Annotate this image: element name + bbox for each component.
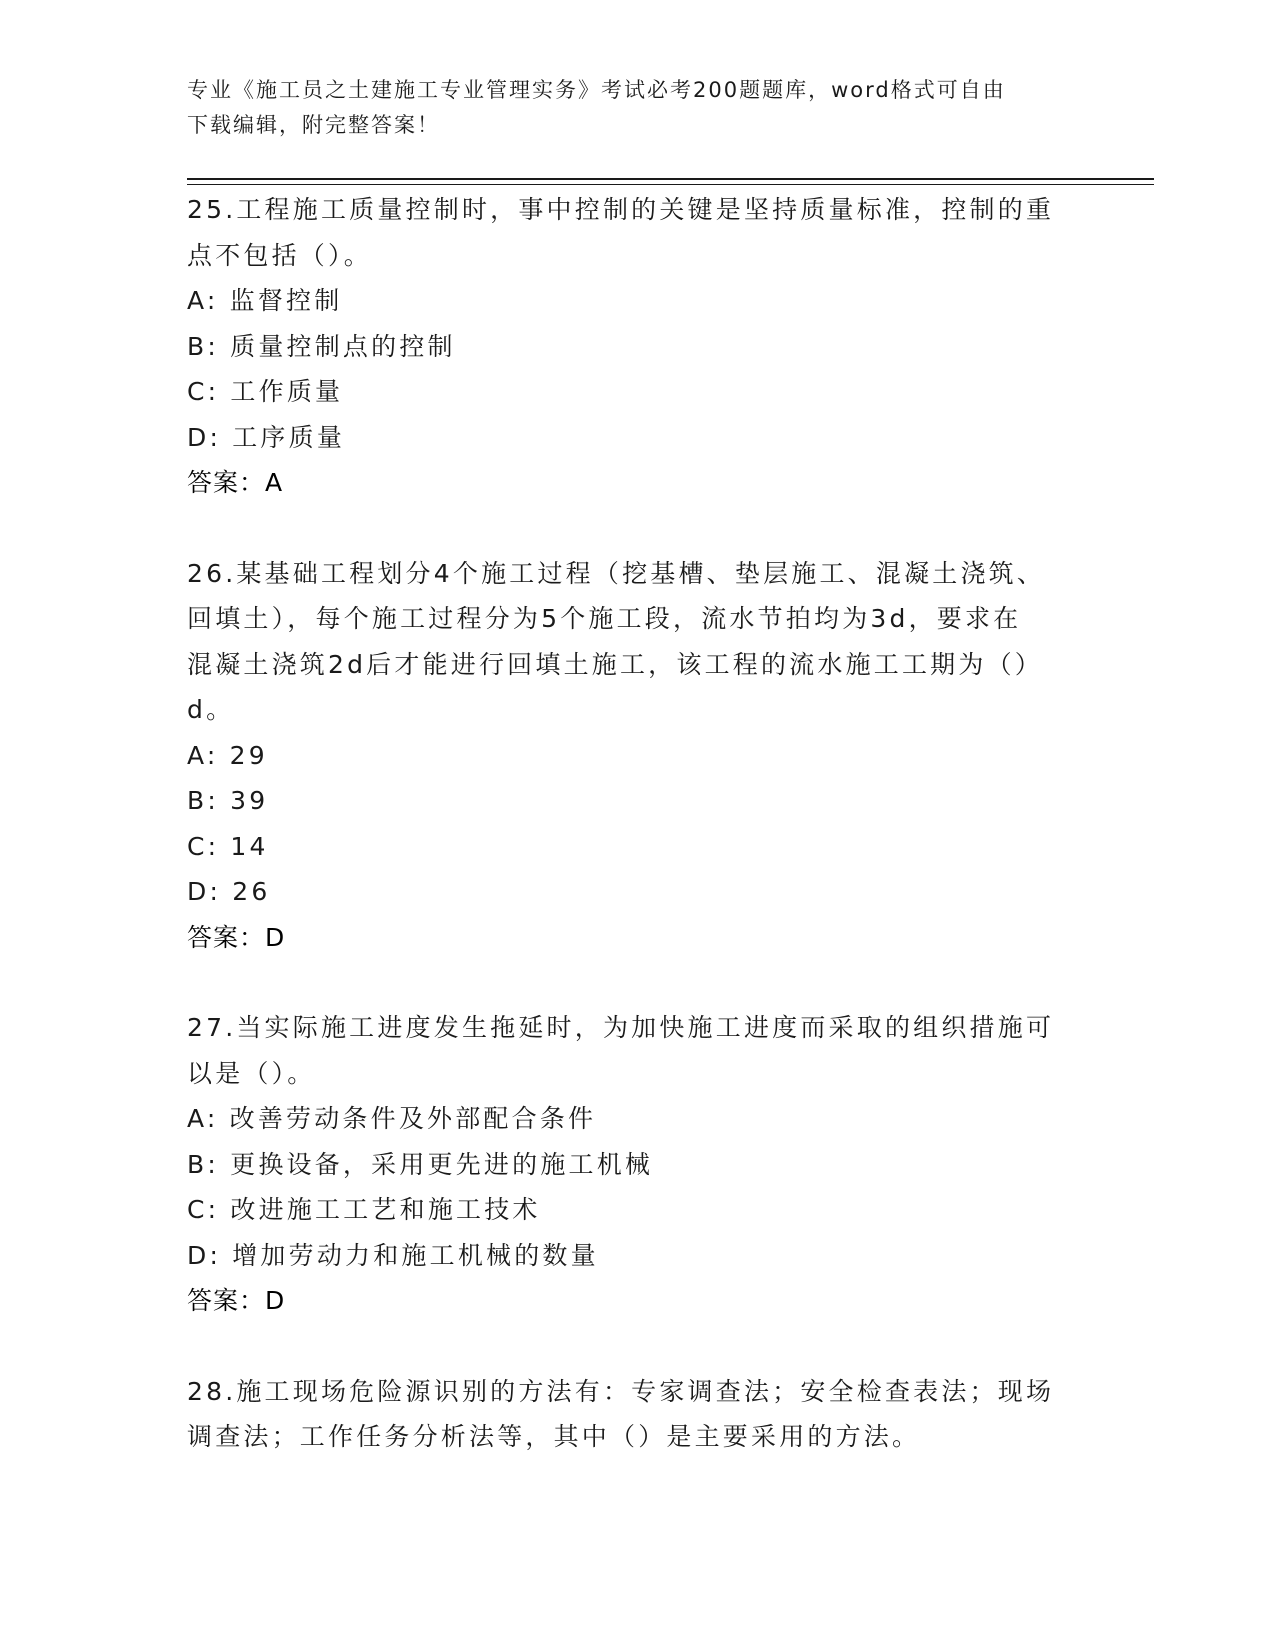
document-header [187, 73, 1087, 143]
option-b: B: 更换设备，采用更先进的施工机械 [187, 1149, 654, 1179]
option-d: D: 工序质量 [187, 422, 346, 452]
question-text [187, 1005, 1087, 1096]
question-text [187, 1369, 1087, 1460]
answer: 答案：D [187, 1286, 286, 1315]
question-27 [187, 1005, 1087, 1324]
option-a: A: 改善劳动条件及外部配合条件 [187, 1104, 597, 1133]
question-26 [187, 551, 1087, 961]
option-d: D: 26 [187, 877, 271, 906]
header-divider-thick [187, 178, 1154, 180]
question-line: 以是（）。 [187, 1058, 316, 1088]
option-c: C: 14 [187, 831, 269, 861]
option-c: C: 改进施工工艺和施工技术 [187, 1195, 541, 1224]
header-line-1: 专业《施工员之土建施工专业管理实务》考试必考200题题库，word格式可自由 [187, 78, 1006, 102]
option-b: B: 质量控制点的控制 [187, 331, 456, 361]
question-line: 27.当实际施工进度发生拖延时，为加快施工进度而采取的组织措施可 [187, 1013, 1055, 1042]
option-d: D: 增加劳动力和施工机械的数量 [187, 1240, 599, 1270]
option-c: C: 工作质量 [187, 377, 344, 406]
question-28 [187, 1369, 1087, 1460]
answer: 答案：A [187, 468, 284, 497]
question-list [187, 187, 1087, 1505]
question-line: 调查法；工作任务分析法等，其中（）是主要采用的方法。 [187, 1422, 921, 1451]
question-line: 28.施工现场危险源识别的方法有：专家调查法；安全检查表法；现场 [187, 1376, 1055, 1406]
header-divider-thin [187, 184, 1154, 185]
question-line: 点不包括（）。 [187, 240, 372, 270]
question-line: 26.某基础工程划分4个施工过程（挖基槽、垫层施工、混凝土浇筑、 [187, 558, 1046, 588]
question-text [187, 551, 1087, 733]
question-line: d。 [187, 695, 235, 724]
answer: 答案：D [187, 922, 286, 952]
option-b: B: 39 [187, 786, 269, 815]
option-a: A: 29 [187, 740, 268, 770]
option-a: A: 监督控制 [187, 286, 343, 315]
question-line: 25.工程施工质量控制时，事中控制的关键是坚持质量标准，控制的重 [187, 195, 1055, 224]
question-line: 回填土），每个施工过程分为5个施工段，流水节拍均为3d，要求在 [187, 604, 1022, 633]
question-line: 混凝土浇筑2d后才能进行回填土施工，该工程的流水施工工期为（） [187, 649, 1043, 679]
question-25 [187, 187, 1087, 506]
header-line-2: 下载编辑，附完整答案！ [187, 113, 440, 137]
question-text [187, 187, 1087, 278]
